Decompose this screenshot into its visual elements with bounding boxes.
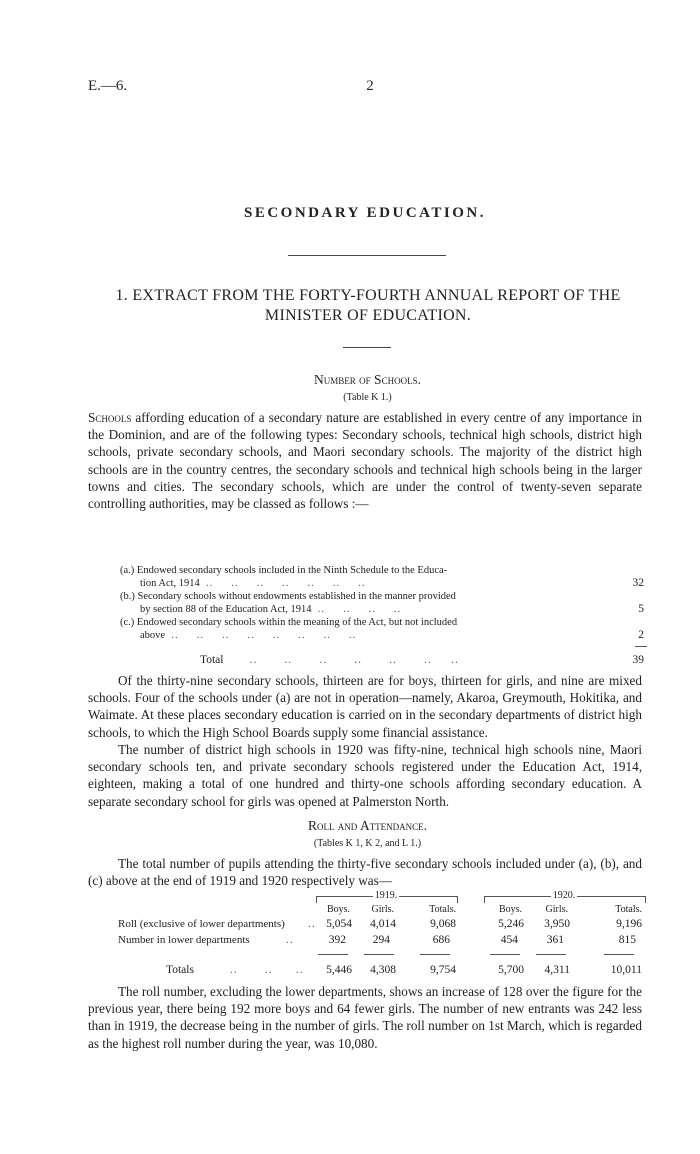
col-header: Girls. — [545, 904, 568, 915]
sum-rule — [490, 954, 520, 955]
schools-total-row: Total .. .. .. .. .. .. .. 39 — [200, 654, 644, 666]
schools-heading: Number of Schools. — [314, 372, 421, 387]
col-header: Totals. — [615, 904, 642, 915]
col-header: Girls. — [371, 904, 394, 915]
list-item: by section 88 of the Education Act, 1914 .. .. .. .. 5 — [140, 603, 644, 615]
sum-rule — [536, 954, 566, 955]
section-title: SECONDARY EDUCATION. — [244, 205, 486, 221]
extract-title: 1. EXTRACT FROM THE FORTY-FOURTH ANNUAL REPORT OF THE MINISTER OF EDUCATION. — [115, 287, 621, 324]
class-c-count: 2 — [638, 629, 644, 641]
schools-intro-text: affording education of a secondary nature are established in every centre of any importance in the Dominion, and are of the following types: Secondary schools, technical high schools, district high schools, private secondary schools, and Maori secondary schools. The majority of the district high schools are in the country centres, the secondary schools and technical high schools being in the larger towns and cities. The secondary schools, which are under the control of twenty-seven separate controlling authorities, may be classed as follows :— — [88, 410, 642, 512]
col-header: Boys. — [326, 904, 350, 915]
class-b-count: 5 — [638, 603, 644, 615]
list-item: (a.) Endowed secondary schools included in the Ninth Schedule to the Educa- — [120, 565, 448, 576]
list-item: (c.) Endowed secondary schools within the meaning of the Act, but not included — [120, 617, 458, 628]
sum-rule — [318, 954, 348, 955]
report-reference: E.—6. — [88, 78, 128, 94]
schools-intro-lead: Schools — [88, 410, 132, 425]
year-1920: 1920. — [552, 890, 576, 901]
col-header: Totals. — [429, 904, 456, 915]
schools-intro — [88, 409, 642, 512]
list-item: above .. .. .. .. .. .. .. .. 2 — [140, 629, 644, 641]
divider — [343, 347, 391, 348]
roll-table: 1919. 1920. Boys. Girls. Totals. Boys. Girls. Totals. Roll (exclusive of lower departments) .. 5,054 4,014 9,068 5,246 3,950 9,196 Number in lower departments .. 392 294 686 454 361 815 Totals .. .. .. 5,446 4,308 9,754 5,700 4,311 10,011 — [90, 890, 650, 1000]
schools-paragraph-2: Of the thirty-nine secondary schools, thirteen are for boys, thirteen for girls, and nine are mixed schools. Four of the schools under (a) are not in operation—namely, Akaroa, Greymouth, Hokitika, and Waimate. At these places secondary education is carried on in the secondary departments of district high schools, to which the High School Boards supply some financial assistance. — [88, 673, 642, 740]
total-label: Total — [200, 654, 224, 666]
page-number: 2 — [366, 78, 374, 94]
year-1919: 1919. — [374, 890, 398, 901]
roll-paragraph: The roll number, excluding the lower departments, shows an increase of 128 over the figure for the previous year, there being 192 more boys and 64 fewer girls. The number of new entrants was 242 less than in 1919, the decrease being in the number of girls. The roll number on 1st March, which is regarded as the highest roll number during the year, was 10,080. — [88, 984, 642, 1051]
school-classes-list — [120, 564, 644, 642]
schools-table-ref: (Table K 1.) — [343, 392, 392, 403]
list-item: tion Act, 1914 .. .. .. .. .. .. .. 32 — [140, 577, 644, 589]
roll-table-ref: (Tables K 1, K 2, and L 1.) — [313, 838, 422, 849]
sum-rule — [364, 954, 394, 955]
roll-intro: The total number of pupils attending the thirty-five secondary schools included under (a), (b), and (c) above at the end of 1919 and 1920 respectively was— — [88, 856, 642, 889]
roll-heading: Roll and Attendance. — [307, 818, 428, 833]
class-a-count: 32 — [632, 577, 644, 589]
divider — [288, 255, 446, 256]
sum-rule — [604, 954, 634, 955]
total-value: 39 — [632, 654, 644, 666]
col-header: Boys. — [498, 904, 522, 915]
list-item: (b.) Secondary schools without endowments established in the manner provided — [120, 591, 456, 602]
schools-paragraph-3: The number of district high schools in 1920 was fifty-nine, technical high schools nine, Maori secondary schools ten, and private secondary schools registered under the Education Act, 1914, eighteen, making a total of one hundred and thirty-one schools affording secondary education. A separate secondary school for girls was opened at Palmerston North. — [88, 742, 642, 809]
sum-rule — [420, 954, 450, 955]
sum-rule — [635, 646, 647, 647]
